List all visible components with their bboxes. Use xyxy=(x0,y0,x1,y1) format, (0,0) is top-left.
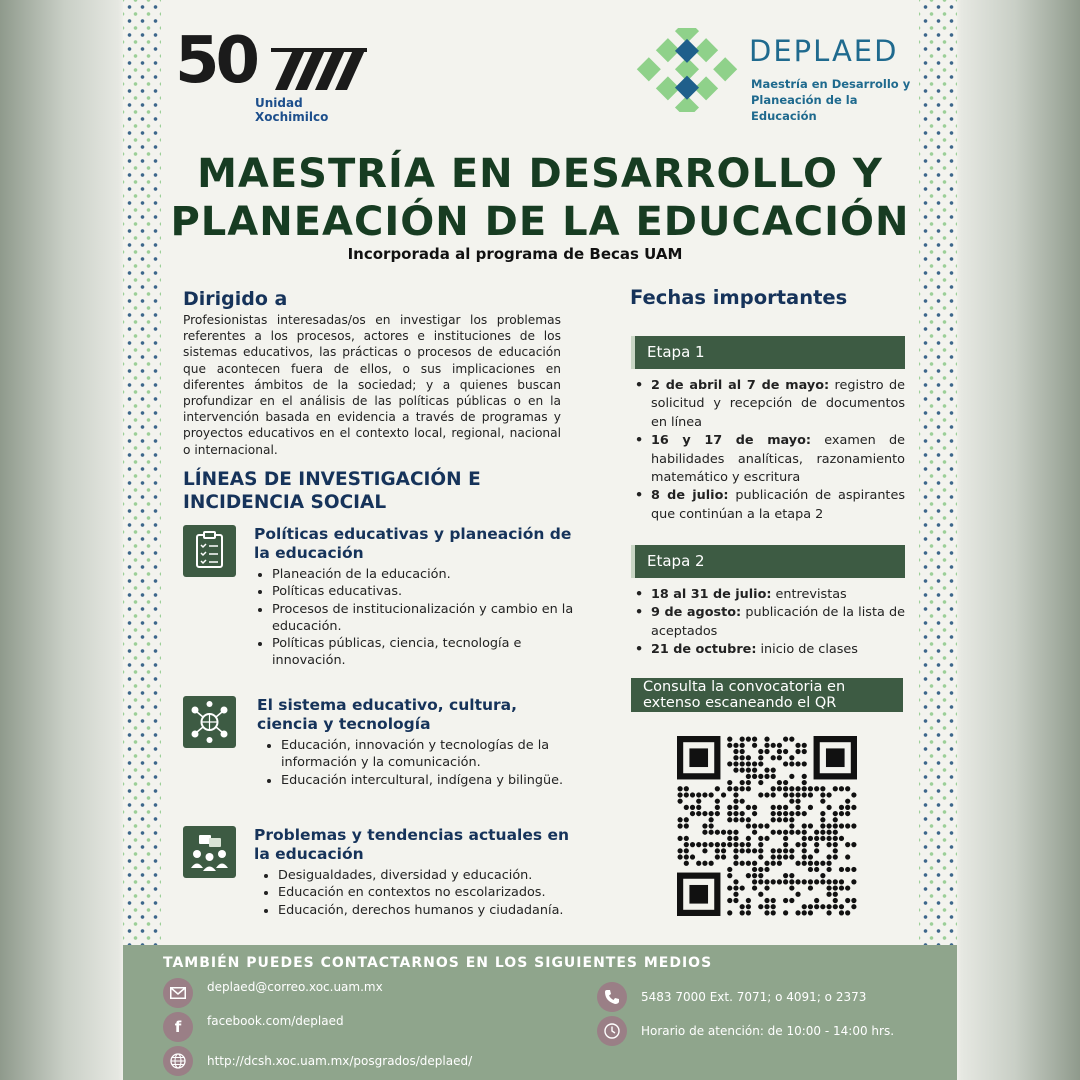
consulta-line2: extenso escaneando el QR xyxy=(643,695,837,711)
consulta-line1: Consulta la convocatoria en xyxy=(643,679,846,695)
date-text: registro de solicitud y recepción de documentos en línea xyxy=(651,378,905,430)
list-item: • Políticas públicas, ciencia, tecnología e innovación. xyxy=(272,635,574,670)
qr-code[interactable] xyxy=(677,736,857,916)
list-item xyxy=(631,586,905,604)
linea-bullets xyxy=(254,867,574,919)
deplaed-title: DEPLAED xyxy=(749,34,899,68)
date-label: 16 y 17 de mayo: xyxy=(651,433,812,449)
list-item: • Educación, derechos humanos y ciudadanía. xyxy=(278,902,574,919)
etapa2-banner: Etapa 2 xyxy=(631,545,905,578)
uam-logo-number: 50 xyxy=(175,24,257,98)
dirigido-heading: Dirigido a xyxy=(183,288,288,310)
hours-text: Horario de atención: de 10:00 - 14:00 hrs. xyxy=(641,1024,895,1038)
main-title xyxy=(123,150,957,246)
deplaed-logo xyxy=(633,28,913,123)
date-text: entrevistas xyxy=(771,587,847,602)
dot-pattern-left xyxy=(123,0,161,945)
contact-phone xyxy=(597,982,866,1012)
contact-web[interactable] xyxy=(163,1046,472,1076)
etapa2-dates xyxy=(631,586,905,660)
consulta-banner xyxy=(631,678,903,712)
contact-email[interactable] xyxy=(163,978,383,1008)
date-label: 18 al 31 de julio: xyxy=(651,587,772,602)
date-label: 9 de agosto: xyxy=(651,605,742,621)
network-globe-icon xyxy=(183,696,236,748)
dirigido-section xyxy=(183,288,561,514)
main-title-line2: PLANEACIÓN DE LA EDUCACIÓN xyxy=(170,199,910,245)
linea-problemas-content xyxy=(254,826,574,919)
date-text: inicio de clases xyxy=(756,642,858,658)
deplaed-subtitle-line1: Maestría en Desarrollo y xyxy=(751,77,911,91)
phone-icon xyxy=(597,982,627,1012)
deplaed-diamond-icon xyxy=(633,28,741,112)
clock-icon xyxy=(597,1016,627,1046)
list-item xyxy=(631,377,905,432)
dirigido-text: Profesionistas interesadas/os en investigar los problemas referentes a los procesos, actores e instituciones de los sistemas educativos, las prácticas o procesos de educación que acontecen fuera de ellos, o sus implicaciones en diferentes ámbitos de la sociedad; y a quienes buscan profundizar en el análisis de las políticas públicas o en la intervención basada en evidencia a través de programas y proyectos educativos en el contexto local, regional, nacional o internacional. xyxy=(183,313,561,457)
linea-title: El sistema educativo, cultura, ciencia y tecnología xyxy=(257,696,518,733)
list-item: • Planeación de la educación. xyxy=(272,566,574,583)
list-item: • Educación, innovación y tecnologías de la información y la comunicación. xyxy=(281,737,577,772)
date-label: 21 de octubre: xyxy=(651,642,757,658)
list-item: • Procesos de institucionalización y cambio en la educación. xyxy=(272,601,574,636)
mail-icon xyxy=(163,978,193,1008)
list-item xyxy=(631,487,905,524)
deplaed-subtitle-line2: Planeación de la Educación xyxy=(751,93,858,123)
lineas-heading xyxy=(183,468,561,514)
email-text: deplaed@correo.xoc.uam.mx xyxy=(207,980,383,994)
linea-title: Políticas educativas y planeación de la educación xyxy=(254,525,572,562)
dot-pattern-right xyxy=(919,0,957,945)
date-text: publicación de aspirantes que continúan a la etapa 2 xyxy=(651,488,905,522)
date-text: publicación de la lista de aceptados xyxy=(651,605,905,639)
facebook-icon: f xyxy=(163,1012,193,1042)
list-item: • Políticas educativas. xyxy=(272,583,574,600)
date-text: examen de habilidades analíticas, razonamiento matemático y escritura xyxy=(651,433,905,486)
globe-icon xyxy=(163,1046,193,1076)
uam-logo-subtitle: Unidad Xochimilco xyxy=(255,96,329,124)
fechas-heading: Fechas importantes xyxy=(630,286,848,309)
linea-bullets xyxy=(257,737,577,789)
clipboard-checklist-icon xyxy=(183,525,236,577)
main-title-line1: MAESTRÍA EN DESARROLLO Y xyxy=(197,151,883,197)
poster xyxy=(123,0,957,1080)
lineas-heading-line2: INCIDENCIA SOCIAL xyxy=(183,491,387,513)
people-discussion-icon xyxy=(183,826,236,878)
main-subtitle: Incorporada al programa de Becas UAM xyxy=(347,245,683,263)
uam-logo xyxy=(175,24,375,124)
etapa1-banner: Etapa 1 xyxy=(631,336,905,369)
linea-politicas-content xyxy=(254,525,574,670)
uam-mark-icon xyxy=(271,46,367,92)
lineas-heading-line1: LÍNEAS DE INVESTIGACIÓN E xyxy=(183,468,481,490)
date-label: 2 de abril al 7 de mayo: xyxy=(651,378,830,393)
list-item: • Educación intercultural, indígena y bilingüe. xyxy=(281,772,577,789)
list-item: • Desigualdades, diversidad y educación. xyxy=(278,867,574,884)
facebook-text: facebook.com/deplaed xyxy=(207,1014,344,1028)
contact-hours xyxy=(597,1016,894,1046)
linea-bullets xyxy=(254,566,574,670)
linea-title: Problemas y tendencias actuales en la educación xyxy=(254,826,570,863)
list-item xyxy=(631,604,905,641)
linea-sistema-content xyxy=(257,696,577,789)
footer-title: TAMBIÉN PUEDES CONTACTARNOS EN LOS SIGUIENTES MEDIOS xyxy=(163,955,713,971)
contact-facebook[interactable] xyxy=(163,1012,344,1042)
deplaed-subtitle xyxy=(751,76,913,124)
date-label: 8 de julio: xyxy=(651,488,729,504)
list-item xyxy=(631,432,905,487)
list-item xyxy=(631,641,905,659)
web-text: http://dcsh.xoc.uam.mx/posgrados/deplaed/ xyxy=(207,1054,473,1068)
phone-text: 5483 7000 Ext. 7071; o 4091; o 2373 xyxy=(641,990,867,1004)
etapa1-dates xyxy=(631,377,905,524)
list-item: • Educación en contextos no escolarizados. xyxy=(278,884,574,901)
footer xyxy=(123,945,957,1080)
